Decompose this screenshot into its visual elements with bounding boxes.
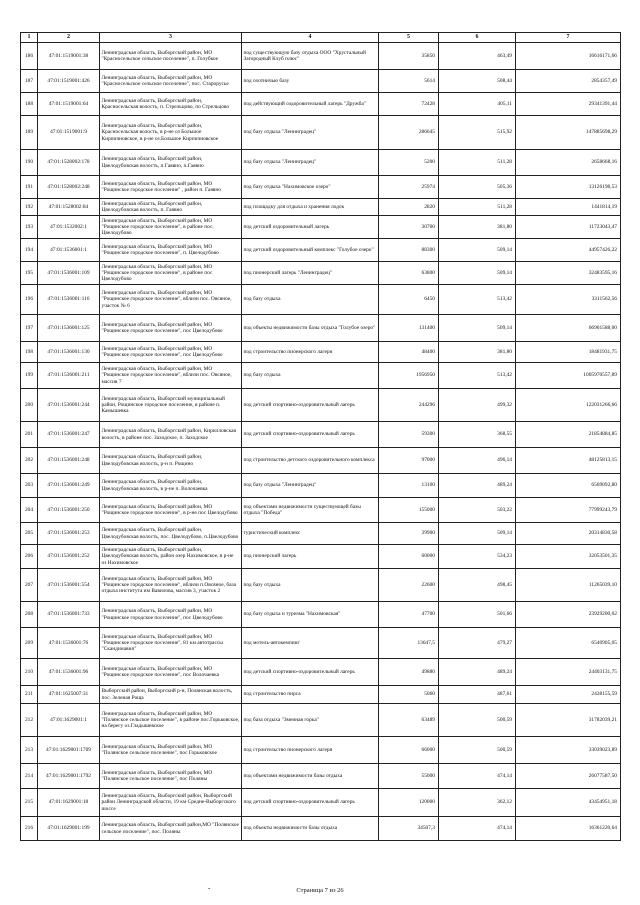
specific-value: 487,61 <box>439 686 516 704</box>
permitted-use: под детский спортивно-оздоровительный лагерь <box>242 422 379 448</box>
plot-address: Ленинградская область, Выборгский район, МО "Рощинское городское поселение", пос Цвелодубово <box>100 315 242 342</box>
cadastral-number: 47:01:1536001:733 <box>38 602 100 628</box>
specific-value: 503,22 <box>439 498 516 523</box>
cadastral-value: 11265039,10 <box>516 569 621 602</box>
specific-value: 463,49 <box>439 43 516 70</box>
table-row <box>21 176 621 199</box>
row-number: 200 <box>21 389 38 422</box>
row-number: 209 <box>21 628 38 659</box>
row-number: 208 <box>21 602 38 628</box>
row-number: 199 <box>21 363 38 389</box>
permitted-use: под базу отдыха и туризма "Нахимовская" <box>242 602 379 628</box>
permitted-use: под детский спортивно-оздоровительный лагерь <box>242 789 379 817</box>
plot-area: 25974 <box>379 176 439 199</box>
cadastral-value: 2438155,59 <box>516 686 621 704</box>
table-row <box>21 285 621 315</box>
plot-address: Ленинградская область, Выборгский район, МО "Рощинское городское поселение", в районе пос Цвелодубово <box>100 262 242 285</box>
plot-area: 35850 <box>379 43 439 70</box>
table-body <box>21 43 621 841</box>
specific-value: 498,45 <box>439 569 516 602</box>
plot-area: 34507,3 <box>379 817 439 841</box>
cadastral-value: 29341391,44 <box>516 93 621 116</box>
plot-area: 48400 <box>379 342 439 363</box>
row-number: 216 <box>21 817 38 841</box>
cadastral-number: 47:01:1519001:64 <box>38 93 100 116</box>
table-row <box>21 150 621 176</box>
plot-address: Ленинградская область, Выборгский район, МО "Рощинское городское поселение", вблизи пос. Овсяное, участок № 6 <box>100 285 242 315</box>
plot-address: Ленинградская область, Выборгский район, Кирилловская волость, в районе пос. Заходское, п. Заходское <box>100 422 242 448</box>
specific-value: 368,55 <box>439 422 516 448</box>
plot-area: 66000 <box>379 737 439 764</box>
cadastral-number: 47:01:1536001:96 <box>38 659 100 686</box>
plot-address: Ленинградская область, Выборгский район, МО "Рощинское городское поселение", вблизи п.Овсяное, база отдыха института им Вавилова, массив 3, участок 2 <box>100 569 242 602</box>
table-row <box>21 686 621 704</box>
plot-area: 131400 <box>379 315 439 342</box>
page-number: Страница 7 из 26 <box>296 887 344 894</box>
table-row <box>21 116 621 150</box>
specific-value: 496,14 <box>439 448 516 474</box>
specific-value: 479,27 <box>439 628 516 659</box>
row-number: 206 <box>21 545 38 569</box>
specific-value: 511,28 <box>439 199 516 216</box>
permitted-use: под базу отдыха "Ленинградец" <box>242 150 379 176</box>
cadastral-value: 21854884,85 <box>516 422 621 448</box>
row-number: 198 <box>21 342 38 363</box>
plot-address: Ленинградская область, Выборгский район, МО "Полянское сельское поселение", в районе пос.Горьковское, на берегу оз.Гладышевское <box>100 704 242 737</box>
permitted-use: туристический комплекс <box>242 523 379 545</box>
table-row <box>21 342 621 363</box>
cadastral-value: 66901588,00 <box>516 315 621 342</box>
plot-area: 13647,5 <box>379 628 439 659</box>
permitted-use: под пионерский лагерь "Ленинградец" <box>242 262 379 285</box>
row-number: 194 <box>21 239 38 262</box>
table-row <box>21 389 621 422</box>
column-header-4: 4 <box>242 33 379 43</box>
table-row <box>21 704 621 737</box>
specific-value: 500,59 <box>439 737 516 764</box>
plot-address: Ленинградская область, Выборгский район, МО "Рощинское городское поселение", пос Цвелодубово <box>100 602 242 628</box>
row-number: 193 <box>21 216 38 239</box>
plot-address: Ленинградская область, Выборгский район, МО "Красносельское сельское поселение", пос. Старорусье <box>100 70 242 93</box>
table-row <box>21 363 621 389</box>
plot-address: Ленинградская область, Выборгский муниципальный район, Рощинское городское поселение, в районе п. Камышевка <box>100 389 242 422</box>
specific-value: 362,12 <box>439 789 516 817</box>
table-row <box>21 817 621 841</box>
specific-value: 405,11 <box>439 93 516 116</box>
cadastral-number: 47:01:1536001:554 <box>38 569 100 602</box>
cadastral-value: 16361220,64 <box>516 817 621 841</box>
plot-address: Ленинградская область, Выборгский район, Красносельская волость, п. Стрельцово, по Стрельцово <box>100 93 242 116</box>
plot-address: Ленинградская область, Выборгский район, Выборгский район Ленинградской области, 19 км Средне-Выборгского шоссе <box>100 789 242 817</box>
cadastral-number: 47:01:1528002:248 <box>38 176 100 199</box>
permitted-use: под базу отдыха "Ленинградец" <box>242 474 379 498</box>
specific-value: 515,92 <box>439 116 516 150</box>
plot-address: Выборгский район, Выборгский р-н, Полянская волость, пос. Зеленая Роща <box>100 686 242 704</box>
cadastral-number: 47:01:1536001:130 <box>38 342 100 363</box>
specific-value: 500,59 <box>439 704 516 737</box>
cadastral-value: 18481931,75 <box>516 342 621 363</box>
cadastral-value: 16616171,66 <box>516 43 621 70</box>
permitted-use: под базу отдыха <box>242 569 379 602</box>
plot-address: Ленинградская область, Выборгский район, МО "Рощинское городское поселение", п. Цвелодубово <box>100 239 242 262</box>
cadastral-number: 47:01:1532002:1 <box>38 216 100 239</box>
table-row <box>21 448 621 474</box>
row-number: 190 <box>21 150 38 176</box>
permitted-use: под объекты недвижимости базы отдыха <box>242 817 379 841</box>
specific-value: 509,14 <box>439 315 516 342</box>
row-number: 202 <box>21 448 38 474</box>
plot-address: Ленинградская область, Выборгский район, МО "Рощинское городское поселение", вблизи пос. Овсяное, массив 7 <box>100 363 242 389</box>
plot-area: 72428 <box>379 93 439 116</box>
plot-address: Ленинградская область, Выборгский район,МО "Полянское сельское поселение", пос. Поляны <box>100 817 242 841</box>
permitted-use: под базу отдыха <box>242 285 379 315</box>
row-number: 186 <box>21 43 38 70</box>
table-row <box>21 199 621 216</box>
cadastral-value: 23929200,02 <box>516 602 621 628</box>
cadastral-number: 47:01:1629001:199 <box>38 817 100 841</box>
permitted-use: под объекты недвижимости базы отдыха "Голубое озеро" <box>242 315 379 342</box>
cadastral-number: 47:01:1629001:1709 <box>38 737 100 764</box>
plot-area: 155000 <box>379 498 439 523</box>
cadastral-value: 32053501,35 <box>516 545 621 569</box>
row-number: 196 <box>21 285 38 315</box>
cadastral-value: 2854357,49 <box>516 70 621 93</box>
permitted-use: под строительство детского оздоровительного комплекса <box>242 448 379 474</box>
permitted-use: под детский спортивно-оздоровительный лагерь <box>242 389 379 422</box>
plot-address: Ленинградская область, Выборгский район, МО "Красносельское сельское поселение", п. Голубкое <box>100 43 242 70</box>
cadastral-number: 47:01:1536001:125 <box>38 315 100 342</box>
specific-value: 505,36 <box>439 176 516 199</box>
cadastral-value: 26077587,50 <box>516 764 621 789</box>
permitted-use: под базу отдыха <box>242 363 379 389</box>
cadastral-number: 47:01:1536001:247 <box>38 422 100 448</box>
cadastral-value: 31782039,21 <box>516 704 621 737</box>
row-number: 215 <box>21 789 38 817</box>
cadastral-value: 11723043,47 <box>516 216 621 239</box>
row-number: 191 <box>21 176 38 199</box>
plot-area: 5060 <box>379 686 439 704</box>
permitted-use: под детский оздоровительный лагерь <box>242 216 379 239</box>
column-header-6: 6 <box>439 33 516 43</box>
cadastral-value: 48125813,15 <box>516 448 621 474</box>
plot-area: 88300 <box>379 239 439 262</box>
cadastral-value: 6569092,80 <box>516 474 621 498</box>
cadastral-value: 2658668,16 <box>516 150 621 176</box>
permitted-use: под существующую базу отдыха ООО "Хрустальный Загородный Клуб плюс" <box>242 43 379 70</box>
table-row <box>21 93 621 116</box>
permitted-use: под мотель-автокемпинг <box>242 628 379 659</box>
permitted-use: под строительство пирса <box>242 686 379 704</box>
table-row <box>21 239 621 262</box>
table-row <box>21 474 621 498</box>
plot-address: Ленинградская область, Выборгский район, МО "Рощинское городское поселение", 81 км автотрассы "Скандинавия" <box>100 628 242 659</box>
permitted-use: под охотничью базу <box>242 70 379 93</box>
table-row <box>21 43 621 70</box>
row-number: 188 <box>21 93 38 116</box>
specific-value: 474,14 <box>439 764 516 789</box>
land-plots-table <box>20 32 621 841</box>
cadastral-number: 47:01:1536001:249 <box>38 474 100 498</box>
plot-area: 39900 <box>379 523 439 545</box>
permitted-use: под строительство пионерского лагеря <box>242 342 379 363</box>
cadastral-number: 47:01:1629001:18 <box>38 789 100 817</box>
plot-area: 6450 <box>379 285 439 315</box>
table-row <box>21 764 621 789</box>
plot-address: Ленинградская область, Выборгский район, Красносельская волость, в р-не оз Большое Кирпичновское, в р-не оз.Большое Кирпичновское <box>100 116 242 150</box>
row-number: 211 <box>21 686 38 704</box>
plot-address: Ленинградская область, Выборгский район, МО "Рощинское городское поселение", в районе пос. Цвелодубово <box>100 216 242 239</box>
specific-value: 509,14 <box>439 262 516 285</box>
table-row <box>21 216 621 239</box>
plot-area: 97000 <box>379 448 439 474</box>
cadastral-number: 47:01:1536001:250 <box>38 498 100 523</box>
column-header-5: 5 <box>379 33 439 43</box>
plot-area: 5200 <box>379 150 439 176</box>
specific-value: 513,42 <box>439 285 516 315</box>
table-row <box>21 659 621 686</box>
table-row <box>21 70 621 93</box>
table-row <box>21 789 621 817</box>
cadastral-number: 47:01:1629001:1792 <box>38 764 100 789</box>
table-row <box>21 545 621 569</box>
specific-value: 508,44 <box>439 70 516 93</box>
table-row <box>21 498 621 523</box>
table-header-row <box>21 33 621 43</box>
cadastral-value: 77999243,79 <box>516 498 621 523</box>
plot-area: 120000 <box>379 789 439 817</box>
plot-address: Ленинградская область, Выборгский район, Цвелодубовская волость, р-н п. Рощино <box>100 448 242 474</box>
cadastral-value: 122031266,66 <box>516 389 621 422</box>
cadastral-number: 47:01:1536001:116 <box>38 285 100 315</box>
plot-area: 59300 <box>379 422 439 448</box>
specific-value: 513,42 <box>439 363 516 389</box>
permitted-use: под объектами недвижимости базы отдыха <box>242 764 379 789</box>
permitted-use: под базу отдыха "Нахимовское озеро" <box>242 176 379 199</box>
cadastral-number: 47:01:1536001:76 <box>38 628 100 659</box>
document-sheet <box>20 32 620 841</box>
cadastral-number: 47:01:1536001:109 <box>38 262 100 285</box>
cadastral-number: 47:01:1519001:426 <box>38 70 100 93</box>
cadastral-number: 47:01:1536001:1 <box>38 239 100 262</box>
permitted-use: под детский оздоровительный комплекс "Голубое озеро" <box>242 239 379 262</box>
plot-address: Ленинградская область, Выборгский район, МО "Рощинское городское поселение", пос Цвелодубово <box>100 342 242 363</box>
cadastral-value: 13126198,53 <box>516 176 621 199</box>
table-row <box>21 602 621 628</box>
row-number: 213 <box>21 737 38 764</box>
cadastral-number: 47:01:1519001:38 <box>38 43 100 70</box>
row-number: 210 <box>21 659 38 686</box>
footer-mark: - <box>208 884 211 892</box>
table-row <box>21 315 621 342</box>
specific-value: 489,24 <box>439 474 516 498</box>
permitted-use: под площадку для отдыха и хранения лодок <box>242 199 379 216</box>
plot-area: 22600 <box>379 569 439 602</box>
plot-area: 63800 <box>379 262 439 285</box>
plot-area: 5614 <box>379 70 439 93</box>
row-number: 214 <box>21 764 38 789</box>
specific-value: 501,66 <box>439 602 516 628</box>
specific-value: 474,14 <box>439 817 516 841</box>
plot-address: Ленинградская область, Выборгский район, Цвелодубовская волость, пос. Цвелодубово, п.Цвелодубово <box>100 523 242 545</box>
plot-area: 30700 <box>379 216 439 239</box>
table-row <box>21 569 621 602</box>
plot-area: 63489 <box>379 704 439 737</box>
plot-area: 2820 <box>379 199 439 216</box>
row-number: 207 <box>21 569 38 602</box>
plot-address: Ленинградская область, Выборгский район, МО "Полянское сельское поселение", пос Поляны <box>100 764 242 789</box>
cadastral-number: 47:01:1629001:1 <box>38 704 100 737</box>
specific-value: 511,28 <box>439 150 516 176</box>
plot-area: 47700 <box>379 602 439 628</box>
cadastral-number: 47:01:1536001:244 <box>38 389 100 422</box>
column-header-7: 7 <box>516 33 621 43</box>
plot-address: Ленинградская область, Выборгский район, МО "Рощинское городское поселение", пос Волочаевка <box>100 659 242 686</box>
cadastral-number: 47:01:1519001:9 <box>38 116 100 150</box>
row-number: 189 <box>21 116 38 150</box>
plot-area: 286645 <box>379 116 439 150</box>
specific-value: 509,14 <box>439 239 516 262</box>
plot-address: Ленинградская область, Выборгский район, МО "Рощинское городское поселение" , район п. Гаявно <box>100 176 242 199</box>
row-number: 203 <box>21 474 38 498</box>
permitted-use: под объектами недвижимости существующей базы отдыха "Победа" <box>242 498 379 523</box>
column-header-3: 3 <box>100 33 242 43</box>
plot-area: 49880 <box>379 659 439 686</box>
cadastral-value: 44957426,22 <box>516 239 621 262</box>
permitted-use: под пионерский лагерь <box>242 545 379 569</box>
permitted-use: под строительство пионерского лагеря <box>242 737 379 764</box>
cadastral-number: 47:01:1536001:248 <box>38 448 100 474</box>
cadastral-value: 6540905,05 <box>516 628 621 659</box>
specific-value: 534,23 <box>439 545 516 569</box>
plot-address: Ленинградская область, Выборгский район, МО "Рощинское городское поселение", в р-не пос Цвелодубово <box>100 498 242 523</box>
permitted-use: под базу отдыха "Ленинградец" <box>242 116 379 150</box>
row-number: 205 <box>21 523 38 545</box>
table-row <box>21 628 621 659</box>
cadastral-number: 47:01:1625007:31 <box>38 686 100 704</box>
plot-address: Ленинградская область, Выборгский район, Цвелодубовская волость, в р-не п. Волочаевка <box>100 474 242 498</box>
specific-value: 489,24 <box>439 659 516 686</box>
table-row <box>21 422 621 448</box>
row-number: 212 <box>21 704 38 737</box>
cadastral-value: 32483595,16 <box>516 262 621 285</box>
permitted-use: под детский спортивно-оздоровительный лагерь <box>242 659 379 686</box>
row-number: 192 <box>21 199 38 216</box>
plot-area: 244296 <box>379 389 439 422</box>
cadastral-value: 147885698,29 <box>516 116 621 150</box>
row-number: 187 <box>21 70 38 93</box>
plot-address: Ленинградская область, Выборгский район, Цвелодубовская волость, район озер Нахимовское, в р-не оз Нахимовское <box>100 545 242 569</box>
plot-address: Ленинградская область, Выборгский район, МО "Полянское сельское поселение", пос Горьковское <box>100 737 242 764</box>
table-row <box>21 262 621 285</box>
cadastral-value: 20314830,58 <box>516 523 621 545</box>
plot-address: Ленинградская область, Выборгский район, Цвелодубовская волость, п. Гаявно <box>100 199 242 216</box>
plot-area: 60000 <box>379 545 439 569</box>
column-header-1: 1 <box>21 33 38 43</box>
cadastral-value: 3311562,56 <box>516 285 621 315</box>
cadastral-value: 1441814,19 <box>516 199 621 216</box>
row-number: 197 <box>21 315 38 342</box>
specific-value: 381,80 <box>439 342 516 363</box>
specific-value: 381,80 <box>439 216 516 239</box>
cadastral-number: 47:01:1528002:84 <box>38 199 100 216</box>
specific-value: 499,32 <box>439 389 516 422</box>
cadastral-number: 47:01:1528002:178 <box>38 150 100 176</box>
plot-area: 55000 <box>379 764 439 789</box>
cadastral-value: 43454951,18 <box>516 789 621 817</box>
specific-value: 509,14 <box>439 523 516 545</box>
row-number: 201 <box>21 422 38 448</box>
cadastral-number: 47:01:1536001:252 <box>38 545 100 569</box>
plot-address: Ленинградская область, Выборгский район, Цвелодубовская волость, п.Гаявно, п.Гаявно <box>100 150 242 176</box>
cadastral-value: 33039023,89 <box>516 737 621 764</box>
permitted-use: под действующий оздоровительный лагерь "Дружба" <box>242 93 379 116</box>
plot-area: 13100 <box>379 474 439 498</box>
cadastral-number: 47:01:1536001:253 <box>38 523 100 545</box>
table-row <box>21 523 621 545</box>
row-number: 204 <box>21 498 38 523</box>
cadastral-value: 1005970557,89 <box>516 363 621 389</box>
table-row <box>21 737 621 764</box>
plot-area: 1956950 <box>379 363 439 389</box>
permitted-use: под база отдыха "Змеиная горка" <box>242 704 379 737</box>
cadastral-number: 47:01:1536001:211 <box>38 363 100 389</box>
cadastral-value: 24403131,75 <box>516 659 621 686</box>
column-header-2: 2 <box>38 33 100 43</box>
row-number: 195 <box>21 262 38 285</box>
